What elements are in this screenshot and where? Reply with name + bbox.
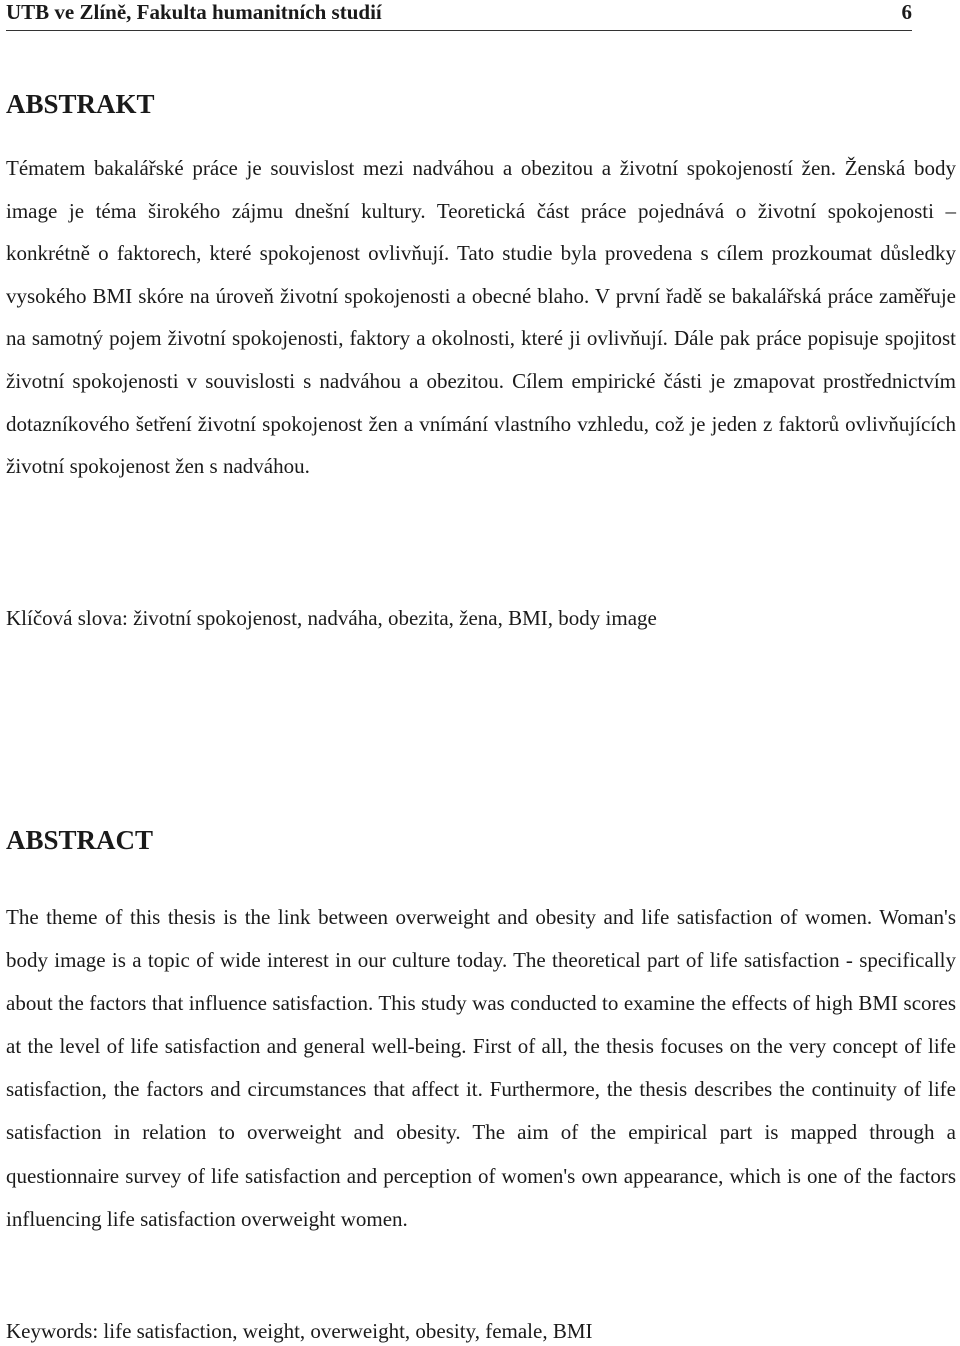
header-page-number: 6 [901,0,912,24]
english-keywords: Keywords: life satisfaction, weight, overweight, obesity, female, BMI [6,1319,593,1343]
czech-keywords: Klíčová slova: životní spokojenost, nadváha, obezita, žena, BMI, body image [6,606,657,630]
czech-abstract-body: Tématem bakalářské práce je souvislost mezi nadváhou a obezitou a životní spokojeností žen. Ženská body image je téma širokého zájmu dnešní kultury. Teoretická část práce pojednává o životní spokojenosti – konkrétně o faktorech, které spokojenost ovlivňují. Tato studie byla provedena s cílem prozkoumat důsledky vysokého BMI skóre na úroveň životní spokojenosti a obecné blaho. V první řadě se bakalářská práce zaměřuje na samotný pojem životní spokojenosti, faktory a okolnosti, které ji ovlivňují. Dále pak práce popisuje spojitost životní spokojenosti v souvislosti s nadváhou a obezitou. Cílem empirické části je zmapovat prostřednictvím dotazníkového šetření životní spokojenost žen a vnímání vlastního vzhledu, což je jeden z faktorů ovlivňujících životní spokojenost žen s nadváhou. [6,156,956,479]
czech-abstract-heading: ABSTRAKT [6,89,155,119]
english-abstract-heading: ABSTRACT [6,825,154,855]
header-institution: UTB ve Zlíně, Fakulta humanitních studií [6,0,382,24]
english-abstract-body: The theme of this thesis is the link between overweight and obesity and life satisfaction of women. Woman's body image is a topic of wide interest in our culture today. The theoretical part of life satisfaction - specifically about the factors that influence satisfaction. This study was conducted to examine the effects of high BMI scores at the level of life satisfaction and general well-being. First of all, the thesis focuses on the very concept of life satisfaction, the factors and circumstances that affect it. Furthermore, the thesis describes the continuity of life satisfaction in relation to overweight and obesity. The aim of the empirical part is mapped through a questionnaire survey of life satisfaction and perception of women's own appearance, which is one of the factors influencing life satisfaction overweight women. [6,905,956,1231]
page-header [6,0,912,31]
